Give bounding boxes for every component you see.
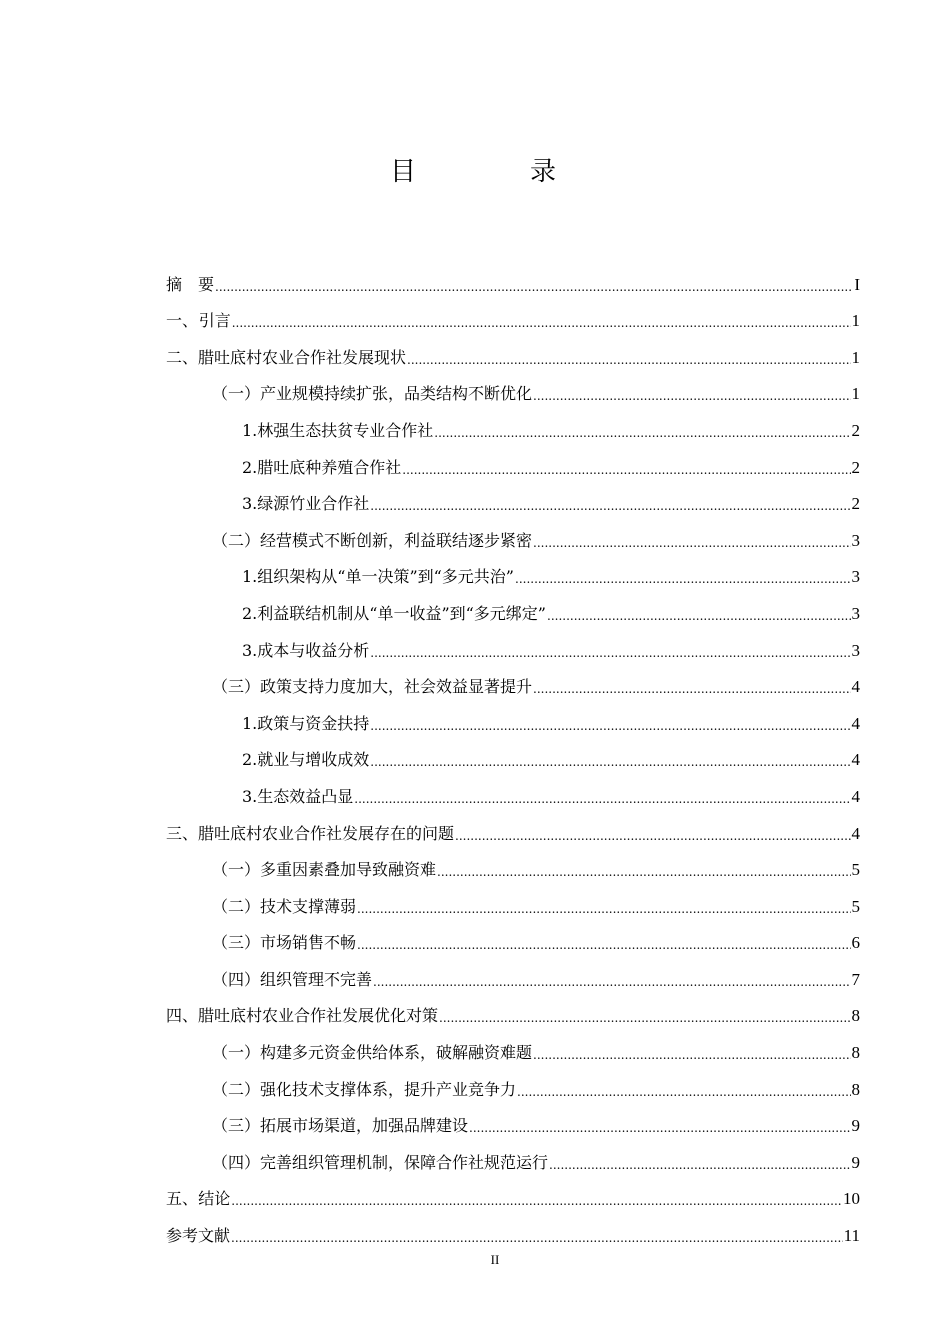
toc-leader-dots: [547, 608, 851, 624]
toc-entry-page: 4: [851, 786, 860, 806]
toc-leader-dots: [370, 645, 850, 661]
toc-leader-dots: [373, 974, 850, 990]
toc-leader-dots: [370, 718, 850, 734]
toc-entry-page: 8: [851, 1079, 860, 1099]
toc-entry[interactable]: [166, 917, 860, 954]
toc-leader-dots: [231, 1230, 843, 1246]
toc-entry-number: 3.: [242, 640, 258, 660]
toc-entry-number: 二、: [166, 347, 199, 367]
toc-entry-page: 1: [851, 384, 860, 404]
toc-entry-title: 构建多元资金供给体系，破解融资难题: [260, 1043, 533, 1063]
toc-entry-number: 2.: [242, 457, 258, 477]
toc-leader-dots: [533, 681, 850, 697]
toc-entry-title: 腊吐底村农业合作社发展优化对策: [198, 1006, 439, 1026]
toc-entry-title: 绿源竹业合作社: [257, 494, 370, 514]
toc-entry-page: 11: [843, 1226, 860, 1246]
toc-entry-number: 参考文献: [166, 1226, 231, 1246]
toc-leader-dots: [354, 791, 850, 807]
toc-entry-title: 政策与资金扶持: [257, 713, 370, 733]
toc-leader-dots: [370, 754, 850, 770]
toc-entry-title: 成本与收益分析: [257, 640, 370, 660]
toc-entry-number: （三）: [212, 1116, 261, 1136]
toc-entry-number: （二）: [212, 530, 261, 550]
toc-leader-dots: [407, 352, 850, 368]
toc-entry-number: 四、: [166, 1006, 199, 1026]
toc-entry-number: （一）: [212, 384, 261, 404]
toc-leader-dots: [402, 462, 850, 478]
toc-entry-number: 3.: [242, 786, 258, 806]
toc-leader-dots: [357, 901, 850, 917]
toc-entry-title: 腊吐底种养殖合作社: [257, 457, 402, 477]
toc-leader-dots: [533, 1047, 850, 1063]
toc-entry-number: （三）: [212, 933, 261, 953]
toc-entry-number: 1.: [242, 567, 258, 587]
toc-entry-title: 强化技术支撑体系，提升产业竞争力: [260, 1079, 517, 1099]
toc-leader-dots: [434, 425, 850, 441]
toc-entry-page: 8: [851, 1006, 860, 1026]
toc-leader-dots: [439, 1010, 850, 1026]
toc-entry-page: 2: [851, 457, 860, 477]
toc-entry-page: 5: [851, 860, 860, 880]
toc-entry-title: 利益联结机制从“单一收益”到“多元绑定”: [257, 603, 546, 623]
toc-entry[interactable]: [166, 478, 860, 515]
toc-entry[interactable]: [166, 587, 860, 624]
toc-entry-page: 9: [851, 1152, 860, 1172]
toc-entry-number: 摘 要: [166, 274, 215, 294]
toc-entry-page: 3: [851, 603, 860, 623]
toc-entry-title: 组织架构从“单一决策”到“多元共治”: [257, 567, 514, 587]
toc-leader-dots: [231, 1193, 842, 1209]
toc-entry-page: 4: [851, 677, 860, 697]
toc-entry-title: 引言: [198, 311, 231, 331]
toc-leader-dots: [215, 279, 851, 295]
toc-entry-page: 3: [851, 640, 860, 660]
toc-entry[interactable]: [166, 844, 860, 881]
toc-entry[interactable]: [166, 661, 860, 698]
toc-entry-page: 8: [851, 1043, 860, 1063]
toc-entry-title: 技术支撑薄弱: [260, 896, 357, 916]
toc-entry[interactable]: [166, 624, 860, 661]
toc-entry-page: 6: [851, 933, 860, 953]
toc-entry-title: 拓展市场渠道，加强品牌建设: [260, 1116, 469, 1136]
toc-entry[interactable]: [166, 514, 860, 551]
toc-entry-page: 4: [851, 823, 860, 843]
toc-entry-title: 生态效益凸显: [257, 786, 354, 806]
toc-entry-number: （一）: [212, 1043, 261, 1063]
toc-entry-title: 组织管理不完善: [260, 969, 373, 989]
toc-entry-page: 7: [851, 969, 860, 989]
toc-entry[interactable]: [166, 1063, 860, 1100]
toc-entry[interactable]: [166, 807, 860, 844]
toc-entry-number: 1.: [242, 713, 258, 733]
toc-entry-page: 10: [843, 1189, 860, 1209]
toc-leader-dots: [437, 864, 850, 880]
toc-leader-dots: [515, 571, 851, 587]
toc-leader-dots: [469, 1120, 850, 1136]
toc-entry-page: 1: [851, 311, 860, 331]
toc-entry-number: （二）: [212, 1079, 261, 1099]
page-title: 目 录: [389, 157, 600, 187]
toc-entry-number: （四）: [212, 1152, 261, 1172]
toc-entry-page: 1: [851, 347, 860, 367]
toc-entry-title: 政策支持力度加大，社会效益显著提升: [260, 677, 533, 697]
toc-entry[interactable]: [166, 880, 860, 917]
toc-entry[interactable]: [166, 295, 860, 332]
toc-entry-page: 3: [851, 567, 860, 587]
toc-entry[interactable]: [166, 1136, 860, 1173]
toc-leader-dots: [517, 1084, 850, 1100]
toc-entry-number: 一、: [166, 311, 199, 331]
toc-entry[interactable]: [166, 404, 860, 441]
toc-entry-title: 经营模式不断创新，利益联结逐步紧密: [260, 530, 533, 550]
toc-entry-number: （三）: [212, 677, 261, 697]
toc-entry[interactable]: [166, 770, 860, 807]
toc-entry-number: 3.: [242, 494, 258, 514]
toc-entry[interactable]: [166, 734, 860, 771]
toc-entry-page: 2: [851, 494, 860, 514]
toc-entry-page: 9: [851, 1116, 860, 1136]
toc-entry-title: 结论: [198, 1189, 231, 1209]
toc-entry-number: 五、: [166, 1189, 199, 1209]
toc-entry-title: 腊吐底村农业合作社发展存在的问题: [198, 823, 455, 843]
toc-leader-dots: [357, 937, 850, 953]
toc-entry[interactable]: [166, 697, 860, 734]
toc-entry-number: （一）: [212, 860, 261, 880]
toc-entry-number: 1.: [242, 420, 258, 440]
toc-entry-page: I: [854, 274, 860, 294]
toc-entry[interactable]: [166, 441, 860, 478]
toc-entry-title: 就业与增收成效: [257, 750, 370, 770]
toc-leader-dots: [370, 498, 850, 514]
toc-entry-title: 多重因素叠加导致融资难: [260, 860, 437, 880]
toc-leader-dots: [533, 535, 850, 551]
toc-leader-dots: [455, 828, 850, 844]
toc-entry[interactable]: [166, 1173, 860, 1210]
toc-leader-dots: [232, 315, 851, 331]
toc-entry[interactable]: [166, 258, 860, 295]
toc-entry-title: 腊吐底村农业合作社发展现状: [198, 347, 407, 367]
toc-entry-number: 三、: [166, 823, 199, 843]
toc-entry[interactable]: [166, 953, 860, 990]
toc-entry[interactable]: [166, 990, 860, 1027]
page-number: II: [490, 1252, 500, 1267]
toc-entry-page: 2: [851, 420, 860, 440]
toc-entry-page: 5: [851, 896, 860, 916]
toc-entry-page: 4: [851, 750, 860, 770]
table-of-contents: [166, 258, 860, 1246]
toc-leader-dots: [549, 1157, 850, 1173]
toc-entry[interactable]: [166, 331, 860, 368]
toc-entry-number: 2.: [242, 603, 258, 623]
toc-entry[interactable]: [166, 551, 860, 588]
toc-entry[interactable]: [166, 1100, 860, 1137]
toc-entry-title: 市场销售不畅: [260, 933, 357, 953]
toc-entry-number: 2.: [242, 750, 258, 770]
toc-entry[interactable]: [166, 1026, 860, 1063]
toc-leader-dots: [533, 388, 850, 404]
toc-entry-number: （二）: [212, 896, 261, 916]
toc-entry-number: （四）: [212, 969, 261, 989]
toc-entry-page: 3: [851, 530, 860, 550]
toc-entry-title: 产业规模持续扩张，品类结构不断优化: [260, 384, 533, 404]
toc-entry-page: 4: [851, 713, 860, 733]
toc-entry[interactable]: [166, 1209, 860, 1246]
toc-entry-title: 完善组织管理机制，保障合作社规范运行: [260, 1152, 549, 1172]
toc-entry[interactable]: [166, 368, 860, 405]
toc-entry-title: 林强生态扶贫专业合作社: [257, 420, 434, 440]
